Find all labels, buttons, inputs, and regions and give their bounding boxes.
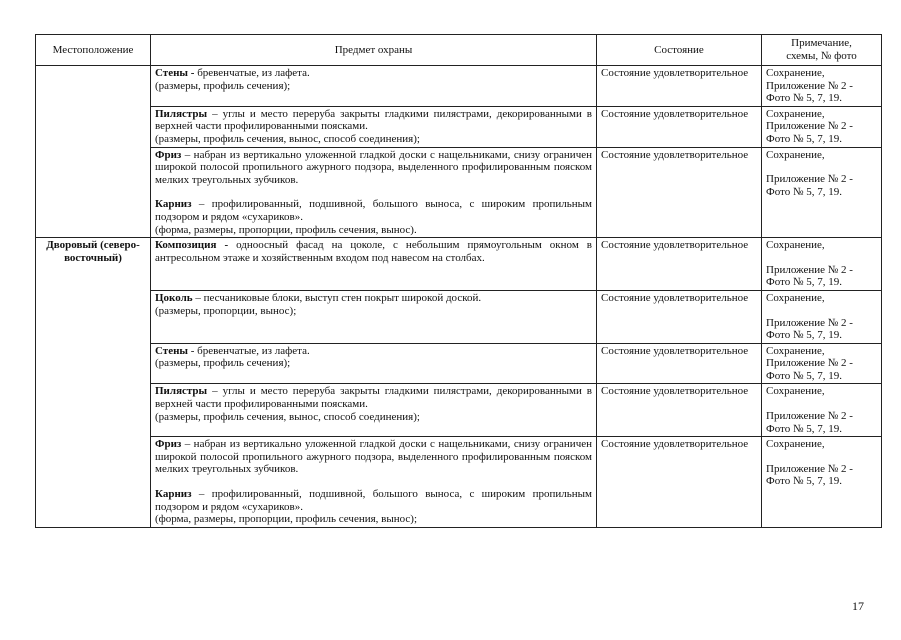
note-cell: [762, 290, 882, 343]
note-line: Сохранение,: [766, 148, 825, 161]
table-row: [36, 106, 882, 147]
element-term: Фриз: [155, 148, 182, 161]
element-description: (размеры, профиль сечения);: [155, 357, 291, 370]
note-line: Приложение № 2 -: [766, 173, 853, 186]
header-row: [36, 35, 882, 66]
table-row: [36, 343, 882, 384]
note-line: Фото № 5, 7, 19.: [766, 369, 842, 382]
note-line: Сохранение,: [766, 239, 825, 252]
note-line: Приложение № 2 -: [766, 120, 853, 133]
subject-paragraph: [155, 345, 592, 358]
note-line: Приложение № 2 -: [766, 410, 853, 423]
table-row: [36, 437, 882, 528]
element-description: – набран из вертикально уложенной гладкой доски с нащельниками, снизу ограничен широкой полосой пропильного ажурного подзора, выделенного профилированным пояском мелких треугольных зубчиков.: [155, 438, 592, 476]
table-body: [36, 66, 882, 528]
subject-paragraph: [155, 224, 592, 237]
element-term: Пилястры: [155, 107, 208, 120]
note-cell: [762, 384, 882, 437]
element-term: Карниз: [155, 488, 192, 501]
note-line: Фото № 5, 7, 19.: [766, 132, 842, 145]
subject-paragraph: [155, 133, 592, 146]
note-line: Фото № 5, 7, 19.: [766, 422, 842, 435]
note-line: Приложение № 2 -: [766, 357, 853, 370]
element-term: Стены -: [155, 67, 195, 79]
note-line: Сохранение,: [766, 344, 825, 357]
subject-paragraph: [155, 488, 592, 513]
header-note: [762, 35, 882, 66]
subject-paragraph: [155, 239, 592, 264]
header-note-line1: Примечание,: [791, 37, 852, 50]
subject-paragraph: [155, 305, 592, 318]
protection-table: [35, 34, 882, 528]
note-line: Приложение № 2 -: [766, 462, 853, 475]
location-cell: [36, 66, 151, 238]
note-cell: [762, 66, 882, 107]
note-line: Фото № 5, 7, 19.: [766, 92, 842, 105]
state-cell: Состояние удовлетворительное: [597, 66, 762, 107]
subject-paragraph: [155, 80, 592, 93]
subject-cell: [151, 343, 597, 384]
note-line: Сохранение,: [766, 385, 825, 398]
note-line: Сохранение,: [766, 67, 825, 79]
note-line: Фото № 5, 7, 19.: [766, 329, 842, 342]
state-cell: Состояние удовлетворительное: [597, 384, 762, 437]
note-line: Сохранение,: [766, 438, 825, 451]
element-term: Стены: [155, 344, 189, 357]
page-number: 17: [852, 599, 864, 613]
element-description: (форма, размеры, пропорции, профиль сечения, вынос);: [155, 513, 418, 526]
note-cell: [762, 437, 882, 528]
subject-paragraph: [155, 67, 592, 80]
element-description: одноосный фасад на цоколе, с небольшим прямоугольным окном в антресольном этаже и хозяйственным входом под навесом на столбах.: [155, 239, 592, 264]
location-cell: Дворовый (северо-восточный): [36, 238, 151, 528]
element-description: (размеры, профиль сечения);: [155, 79, 291, 92]
subject-cell: [151, 238, 597, 291]
subject-cell: [151, 106, 597, 147]
table-row: [36, 147, 882, 238]
table-row: [36, 66, 882, 107]
note-line: Приложение № 2 -: [766, 263, 853, 276]
subject-cell: [151, 147, 597, 238]
element-description: – углы и место переруба закрыты гладкими пилястрами, декорированными в верхней части профилированными поясками.: [155, 385, 592, 411]
element-description: – набран из вертикально уложенной гладкой доски с нащельниками, снизу ограничен широкой полосой пропильного ажурного подзора, выделенного профилированным пояском мелких треугольных зубчиков.: [155, 148, 592, 186]
subject-paragraph: [155, 513, 592, 526]
element-description: - бревенчатые, из лафета.: [188, 344, 310, 357]
header-location: Местоположение: [36, 35, 151, 66]
element-term: Пилястры: [155, 385, 208, 398]
subject-paragraph: [155, 198, 592, 223]
subject-paragraph: [155, 149, 592, 187]
subject-paragraph: [155, 411, 592, 424]
element-description: – профилированный, подшивной, большого выноса, с широким пропильным подзором и рядом «сухариков».: [155, 488, 592, 513]
subject-cell: [151, 290, 597, 343]
element-description: бревенчатые, из лафета.: [194, 67, 310, 79]
note-line: Фото № 5, 7, 19.: [766, 276, 842, 289]
element-description: – песчаниковые блоки, выступ стен покрыт широкой доской.: [192, 291, 482, 304]
element-description: – профилированный, подшивной, большого выноса, с широким пропильным подзором и рядом «сухариков».: [155, 198, 592, 223]
note-line: Сохранение,: [766, 291, 825, 304]
table-row: [36, 238, 882, 291]
element-description: (форма, размеры, пропорции, профиль сечения, вынос).: [155, 223, 417, 236]
note-cell: [762, 238, 882, 291]
note-cell: [762, 147, 882, 238]
element-description: (размеры, профиль сечения, вынос, способ соединения);: [155, 410, 420, 423]
subject-cell: [151, 384, 597, 437]
note-line: Сохранение,: [766, 107, 825, 120]
note-cell: [762, 343, 882, 384]
state-cell: Состояние удовлетворительное: [597, 147, 762, 238]
note-line: Фото № 5, 7, 19.: [766, 475, 842, 488]
note-line: Фото № 5, 7, 19.: [766, 185, 842, 198]
element-term: Композиция -: [155, 239, 229, 252]
state-cell: Состояние удовлетворительное: [597, 290, 762, 343]
table-row: [36, 384, 882, 437]
subject-paragraph: [155, 292, 592, 305]
header-note-line2: схемы, № фото: [786, 50, 857, 62]
element-description: (размеры, профиль сечения, вынос, способ соединения);: [155, 132, 420, 145]
element-description: – углы и место переруба закрыты гладкими пилястрами, декорированными в верхней части профилированными поясками.: [155, 107, 592, 133]
subject-cell: [151, 437, 597, 528]
state-cell: Состояние удовлетворительное: [597, 343, 762, 384]
state-cell: Состояние удовлетворительное: [597, 106, 762, 147]
header-state: Состояние: [597, 35, 762, 66]
subject-paragraph: [155, 357, 592, 370]
header-subject: Предмет охраны: [151, 35, 597, 66]
state-cell: Состояние удовлетворительное: [597, 238, 762, 291]
element-description: (размеры, пропорции, вынос);: [155, 304, 297, 317]
subject-cell: [151, 66, 597, 107]
state-cell: Состояние удовлетворительное: [597, 437, 762, 528]
element-term: Цоколь: [155, 291, 193, 304]
note-line: Приложение № 2 -: [766, 79, 853, 92]
subject-paragraph: [155, 385, 592, 410]
note-line: Приложение № 2 -: [766, 316, 853, 329]
table-row: [36, 290, 882, 343]
subject-paragraph: [155, 438, 592, 476]
subject-paragraph: [155, 108, 592, 133]
element-term: Карниз: [155, 198, 192, 211]
note-cell: [762, 106, 882, 147]
element-term: Фриз: [155, 438, 182, 451]
